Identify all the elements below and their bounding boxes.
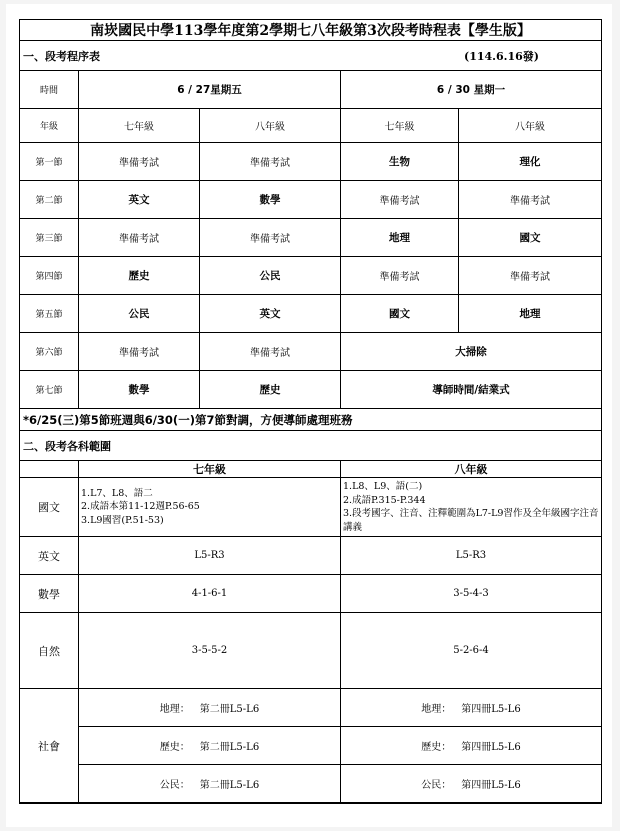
period-cell: 準備考試: [341, 181, 459, 219]
scope-line: 3.段考國字、注音、注釋範圍為L7-L9習作及全年級國字注音講義: [343, 508, 599, 533]
social-subject-name: 地理：: [159, 704, 190, 715]
period-cell: 歷史: [200, 371, 341, 409]
scope-line: 1.L7、L8、語二: [81, 487, 153, 499]
scope-grade7-header: 七年級: [79, 461, 341, 478]
period-label: 第七節: [20, 371, 79, 409]
day-2-header: 6 / 30 星期一: [341, 71, 602, 109]
period-label: 第二節: [20, 181, 79, 219]
period-cell: 準備考試: [341, 257, 459, 295]
period-cell: 數學: [200, 181, 341, 219]
period-cell-merged: 導師時間/結業式: [341, 371, 602, 409]
period-cell: 理化: [459, 143, 602, 181]
math-grade7-scope: 4-1-6-1: [79, 575, 341, 613]
period-cell: 準備考試: [200, 143, 341, 181]
scope-grade8-header: 八年級: [341, 461, 602, 478]
english-grade8-scope: L5-R3: [341, 537, 602, 575]
period-cell: 準備考試: [200, 333, 341, 371]
issue-date: (114.6.16發): [464, 49, 539, 63]
subject-label: 數學: [20, 575, 79, 613]
social-range: 第二冊L5-L6: [199, 742, 260, 753]
period-cell: 生物: [341, 143, 459, 181]
grade-header: 七年級: [79, 109, 200, 143]
social-subject-name: 公民：: [421, 780, 452, 791]
social-range: 第二冊L5-L6: [199, 780, 260, 791]
subject-label: 國文: [20, 478, 79, 537]
grade-label: 年級: [20, 109, 79, 143]
period-label: 第一節: [20, 143, 79, 181]
scope-line: 3.L9國習(P.51-53): [81, 514, 164, 526]
subject-label: 自然: [20, 613, 79, 689]
english-grade7-scope: L5-R3: [79, 537, 341, 575]
grade-header: 七年級: [341, 109, 459, 143]
social-grade8-scope: [341, 765, 602, 804]
math-grade8-scope: 3-5-4-3: [341, 575, 602, 613]
subject-label: 社會: [20, 689, 79, 804]
schedule-table: [19, 19, 602, 804]
social-range: 第四冊L5-L6: [461, 742, 521, 753]
period-label: 第五節: [20, 295, 79, 333]
chinese-grade7-scope: [79, 478, 341, 537]
period-cell: 準備考試: [79, 143, 200, 181]
period-cell: 英文: [79, 181, 200, 219]
science-grade8-scope: 5-2-6-4: [341, 613, 602, 689]
social-grade7-scope: [79, 689, 341, 727]
period-cell: 準備考試: [459, 257, 602, 295]
scope-line: 2.成語P.315-P.344: [343, 494, 426, 506]
schedule-note: *6/25(三)第5節班週與6/30(一)第7節對調，方便導師處理班務: [20, 409, 602, 431]
social-subject-name: 公民：: [159, 780, 190, 791]
social-range: 第四冊L5-L6: [461, 780, 521, 791]
period-cell: 國文: [459, 219, 602, 257]
period-cell: 地理: [459, 295, 602, 333]
scope-corner: [20, 461, 79, 478]
social-grade8-scope: [341, 727, 602, 765]
document-title: 南崁國民中學113學年度第2學期七八年級第3次段考時程表【學生版】: [20, 20, 602, 41]
social-range: 第二冊L5-L6: [199, 704, 260, 715]
period-label: 第四節: [20, 257, 79, 295]
time-label: 時間: [20, 71, 79, 109]
period-cell: 準備考試: [79, 333, 200, 371]
social-grade7-scope: [79, 765, 341, 804]
section-1-title: 一、段考程序表: [23, 49, 100, 63]
period-label: 第六節: [20, 333, 79, 371]
document-page: [6, 4, 612, 827]
period-cell: 地理: [341, 219, 459, 257]
social-subject-name: 歷史：: [159, 742, 190, 753]
period-label: 第三節: [20, 219, 79, 257]
period-cell: 準備考試: [459, 181, 602, 219]
grade-header: 八年級: [459, 109, 602, 143]
period-cell: 歷史: [79, 257, 200, 295]
period-cell: 國文: [341, 295, 459, 333]
period-cell: 公民: [200, 257, 341, 295]
section-2-heading: 二、段考各科範圍: [20, 431, 602, 461]
social-grade7-scope: [79, 727, 341, 765]
period-cell: 公民: [79, 295, 200, 333]
social-grade8-scope: [341, 689, 602, 727]
grade-header: 八年級: [200, 109, 341, 143]
social-range: 第四冊L5-L6: [461, 704, 521, 715]
scope-line: 2.成語本第11-12週P.56-65: [81, 501, 200, 513]
period-cell: 數學: [79, 371, 200, 409]
social-subject-name: 地理：: [421, 704, 452, 715]
subject-label: 英文: [20, 537, 79, 575]
period-cell: 英文: [200, 295, 341, 333]
chinese-grade8-scope: [341, 478, 602, 537]
period-cell: 準備考試: [79, 219, 200, 257]
social-subject-name: 歷史：: [421, 742, 452, 753]
day-1-header: 6 / 27星期五: [79, 71, 341, 109]
section-1-heading: [20, 41, 602, 71]
science-grade7-scope: 3-5-5-2: [79, 613, 341, 689]
period-cell: 準備考試: [200, 219, 341, 257]
scope-line: 1.L8、L9、語(二): [343, 481, 423, 492]
period-cell-merged: 大掃除: [341, 333, 602, 371]
